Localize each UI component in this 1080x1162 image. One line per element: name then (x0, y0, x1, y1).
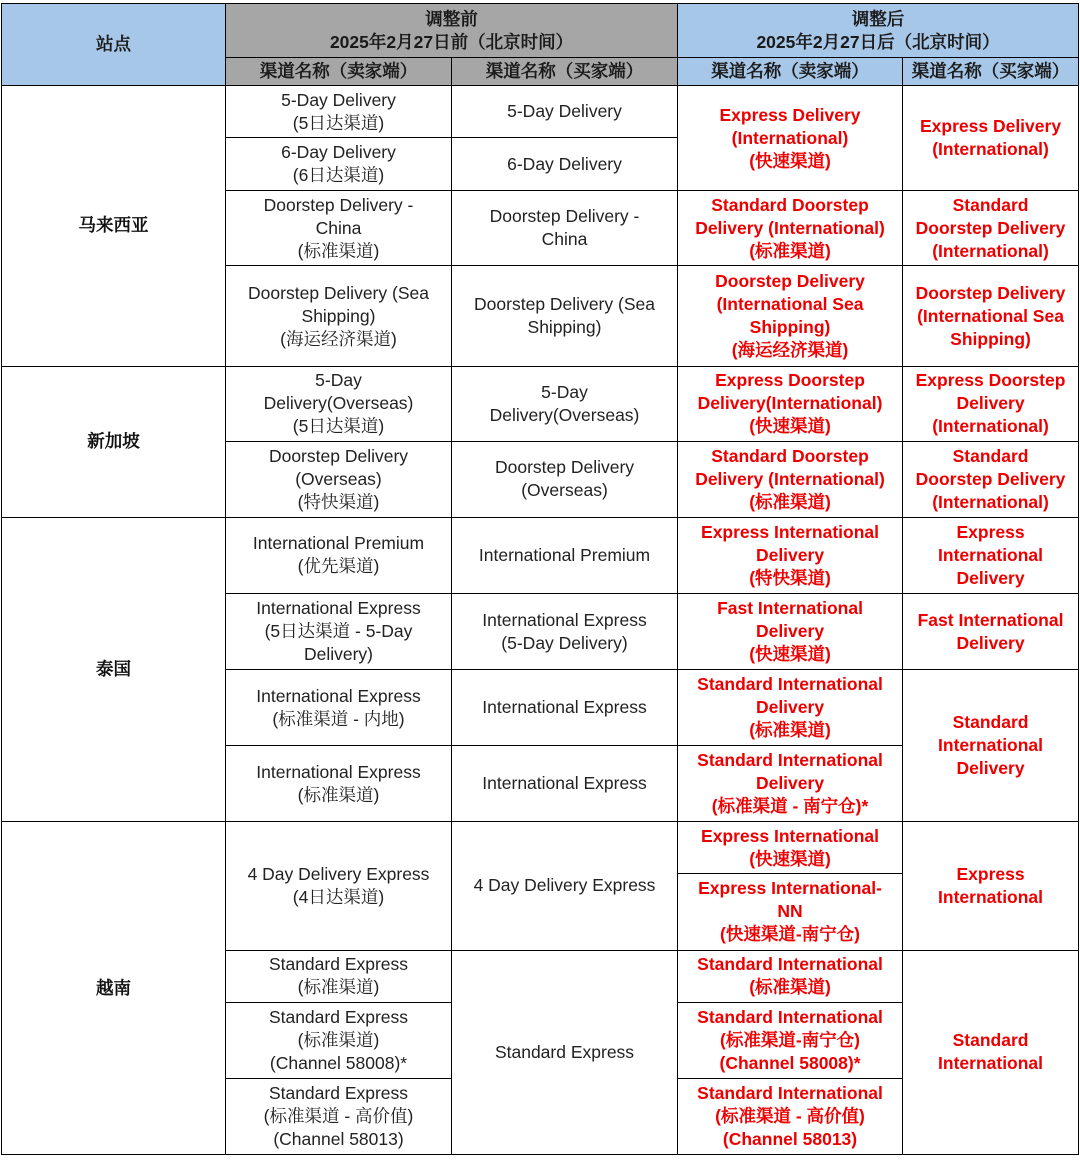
header-after-date: 2025年2月27日后（北京时间） (756, 31, 1000, 52)
header-old-buyer: 渠道名称（买家端） (452, 58, 678, 86)
site-thailand: 泰国 (2, 517, 226, 822)
old-buyer-cell: 6-Day Delivery (452, 138, 678, 191)
new-seller-cell: Express International (快速渠道) (678, 822, 903, 874)
new-buyer-cell: Standard Doorstep Delivery (International) (903, 441, 1079, 517)
site-malaysia: 马来西亚 (2, 86, 226, 366)
old-buyer-cell: International Express (5-Day Delivery) (452, 593, 678, 669)
new-seller-cell: Standard International Delivery (标准渠道 - 南宁仓)* (678, 746, 903, 822)
old-seller-cell: 5-Day Delivery(Overseas) (5日达渠道) (226, 366, 452, 441)
old-buyer-cell: International Express (452, 670, 678, 746)
new-buyer-cell: Standard International Delivery (903, 670, 1079, 822)
site-vietnam: 越南 (2, 822, 226, 1155)
header-old-seller: 渠道名称（卖家端） (226, 58, 452, 86)
new-seller-cell: Standard Doorstep Delivery (International) (标准渠道) (678, 191, 903, 266)
new-buyer-cell: Doorstep Delivery (International Sea Shipping) (903, 266, 1079, 366)
old-buyer-cell: Doorstep Delivery (Overseas) (452, 441, 678, 517)
old-seller-cell: International Express (标准渠道 - 内地) (226, 670, 452, 746)
old-seller-cell: Doorstep Delivery - China (标准渠道) (226, 191, 452, 266)
new-seller-cell: Express Delivery (International) (快速渠道) (678, 86, 903, 191)
new-seller-cell: Express International- NN (快速渠道-南宁仓) (678, 874, 903, 950)
new-seller-cell: Standard International (标准渠道) (678, 950, 903, 1002)
new-seller-cell: Doorstep Delivery (International Sea Shipping) (海运经济渠道) (678, 266, 903, 366)
new-buyer-cell: Express International (903, 822, 1079, 950)
new-seller-cell: Standard International (标准渠道-南宁仓) (Channel 58008)* (678, 1002, 903, 1078)
new-buyer-cell: Express International Delivery (903, 517, 1079, 593)
old-buyer-cell: 5-Day Delivery(Overseas) (452, 366, 678, 441)
header-new-buyer: 渠道名称（买家端） (903, 58, 1079, 86)
old-seller-cell: International Express (标准渠道) (226, 746, 452, 822)
header-before (226, 4, 678, 58)
old-buyer-cell: 4 Day Delivery Express (452, 822, 678, 950)
old-buyer-cell: 5-Day Delivery (452, 86, 678, 138)
old-buyer-cell: International Premium (452, 517, 678, 593)
header-after-title: 调整后 (851, 8, 905, 29)
new-seller-cell: Express Doorstep Delivery(International) (快速渠道) (678, 366, 903, 441)
header-new-seller: 渠道名称（卖家端） (678, 58, 903, 86)
old-buyer-cell: Standard Express (452, 950, 678, 1154)
header-before-date: 2025年2月27日前（北京时间） (329, 31, 574, 52)
old-seller-cell: Doorstep Delivery (Overseas) (特快渠道) (226, 441, 452, 517)
new-seller-cell: Fast International Delivery (快速渠道) (678, 593, 903, 669)
old-seller-cell: 4 Day Delivery Express (4日达渠道) (226, 822, 452, 950)
old-seller-cell: Standard Express (标准渠道) (Channel 58008)* (226, 1002, 452, 1078)
old-seller-cell: Standard Express (标准渠道) (226, 950, 452, 1002)
old-seller-cell: 6-Day Delivery (6日达渠道) (226, 138, 452, 191)
new-seller-cell: Standard International (标准渠道 - 高价值) (Channel 58013) (678, 1078, 903, 1154)
new-seller-cell: Express International Delivery (特快渠道) (678, 517, 903, 593)
old-seller-cell: 5-Day Delivery (5日达渠道) (226, 86, 452, 138)
old-buyer-cell: International Express (452, 746, 678, 822)
channel-mapping-table (1, 3, 1079, 1155)
new-buyer-cell: Express Doorstep Delivery (International) (903, 366, 1079, 441)
site-singapore: 新加坡 (2, 366, 226, 517)
old-seller-cell: International Express (5日达渠道 - 5-Day Delivery) (226, 593, 452, 669)
old-seller-cell: International Premium (优先渠道) (226, 517, 452, 593)
new-buyer-cell: Express Delivery (International) (903, 86, 1079, 191)
header-before-title: 调整前 (425, 8, 478, 29)
old-buyer-cell: Doorstep Delivery - China (452, 191, 678, 266)
new-buyer-cell: Standard Doorstep Delivery (International) (903, 191, 1079, 266)
old-seller-cell: Doorstep Delivery (Sea Shipping) (海运经济渠道) (226, 266, 452, 366)
new-buyer-cell: Standard International (903, 950, 1079, 1154)
header-after (678, 4, 1079, 58)
old-buyer-cell: Doorstep Delivery (Sea Shipping) (452, 266, 678, 366)
old-seller-cell: Standard Express (标准渠道 - 高价值) (Channel 58013) (226, 1078, 452, 1154)
new-seller-cell: Standard Doorstep Delivery (International) (标准渠道) (678, 441, 903, 517)
new-seller-cell: Standard International Delivery (标准渠道) (678, 670, 903, 746)
header-site: 站点 (2, 4, 226, 86)
new-buyer-cell: Fast International Delivery (903, 593, 1079, 669)
